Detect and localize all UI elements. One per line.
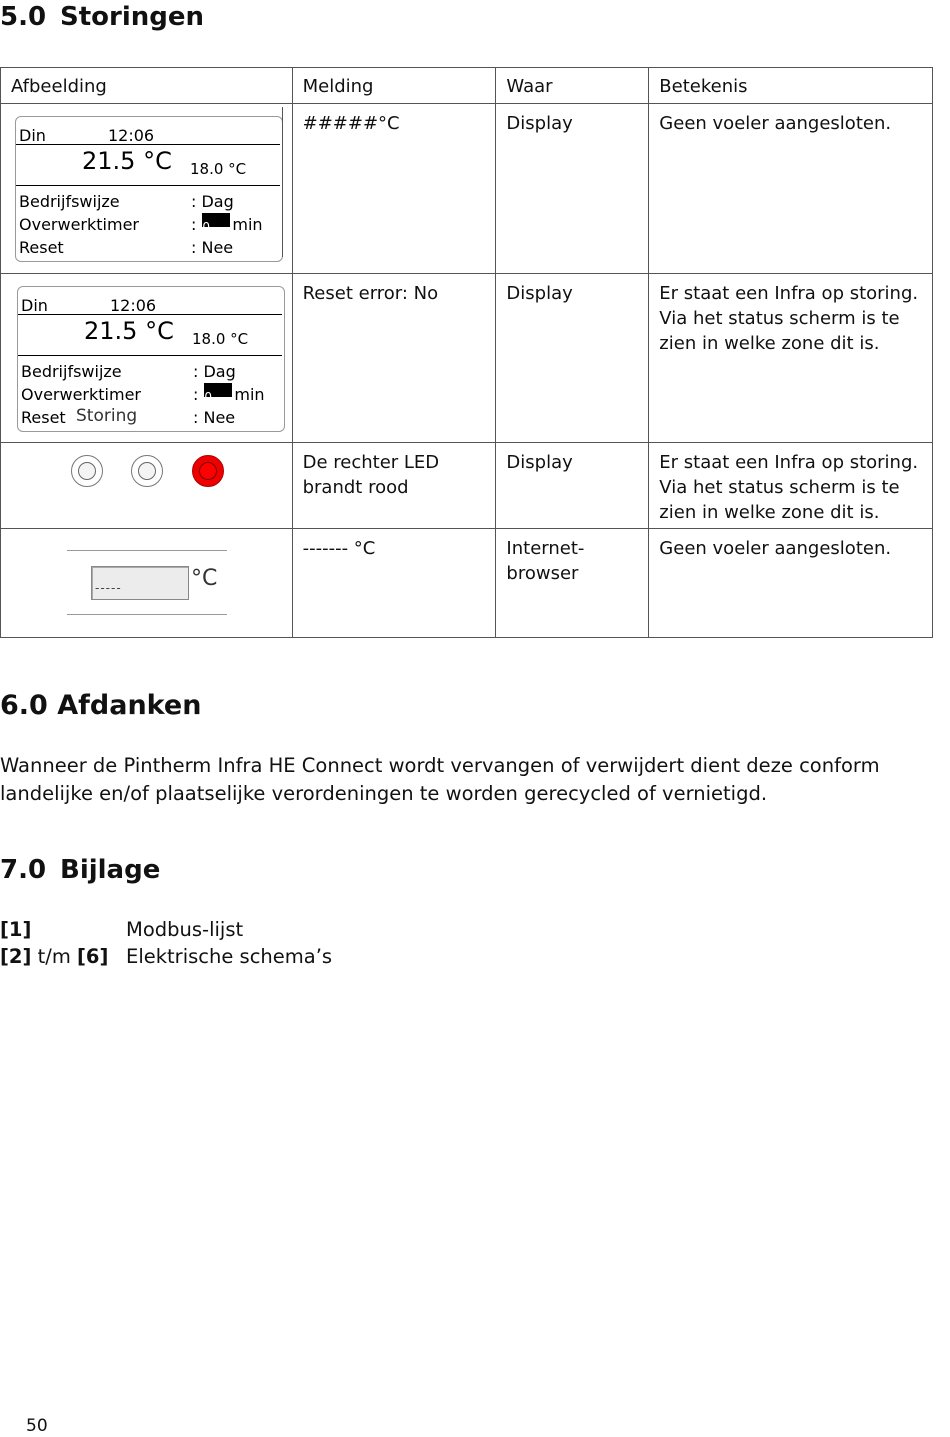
lcd-temperature: 21.5 °C — [84, 317, 174, 345]
lcd-mode-label: Bedrijfswijze — [21, 362, 122, 381]
widget-bottom-line — [67, 614, 227, 615]
waar-cell: Display — [496, 104, 649, 274]
section-6-paragraph: Wanneer de Pintherm Infra HE Connect wordt vervangen of verwijdert dient deze conform landelijke en/of plaatselijke verordeningen te worden gerecycled of vernietigd. — [0, 754, 880, 805]
lcd-display — [17, 286, 285, 432]
lcd-cursor-block — [204, 383, 232, 404]
section-7-heading — [0, 855, 160, 885]
melding-cell: #####°C — [292, 104, 496, 274]
web-image-cell — [1, 529, 293, 638]
browser-temperature-widget — [67, 550, 227, 616]
lcd-timer-number: 0 — [202, 220, 211, 234]
widget-top-line — [67, 550, 227, 551]
section-title: Afdanken — [57, 690, 202, 721]
appendix-item — [0, 918, 244, 941]
temperature-field: ----- — [91, 566, 189, 600]
table-row — [1, 443, 933, 529]
section-number: 6.0 — [0, 690, 48, 721]
table-row — [1, 529, 933, 638]
lcd-setpoint: 18.0 °C — [192, 330, 249, 348]
waar-cell: Display — [496, 274, 649, 443]
lcd-divider — [16, 185, 280, 186]
lcd-day: Din — [21, 296, 48, 315]
appendix-description: Modbus-lijst — [126, 918, 244, 941]
section-number: 7.0 — [0, 855, 47, 885]
lcd-day: Din — [19, 126, 46, 145]
lcd-timer-unit: min — [234, 385, 265, 404]
lcd-timer-prefix: : — [191, 215, 197, 234]
lcd-timer-unit: min — [232, 215, 263, 234]
betekenis-cell: Er staat een Infra op storing. Via het status scherm is te zien in welke zone dit is. — [649, 274, 933, 443]
table-row — [1, 274, 933, 443]
lcd-time: 12:06 — [110, 296, 157, 315]
section-title: Bijlage — [60, 855, 161, 885]
appendix-description: Elektrische schema’s — [126, 945, 333, 968]
table-row — [1, 104, 933, 274]
header-betekenis: Betekenis — [649, 68, 933, 104]
lcd-time: 12:06 — [108, 126, 155, 145]
section-number: 5.0 — [0, 2, 47, 32]
betekenis-cell: Er staat een Infra op storing. Via het status scherm is te zien in welke zone dit is. — [649, 443, 933, 529]
led-middle-icon — [131, 455, 163, 487]
appendix-tag-start: [2] — [0, 945, 32, 968]
lcd-timer-value — [191, 212, 263, 237]
lcd-storing-text: Storing — [76, 406, 138, 426]
lcd-timer-number: 0 — [204, 390, 213, 404]
led-image-cell — [1, 443, 293, 529]
appendix-tag: [1] — [0, 918, 32, 941]
fault-table — [0, 67, 933, 638]
lcd-cursor-block — [202, 213, 230, 234]
led-right-red-icon — [192, 455, 224, 487]
appendix-tag-mid: t/m — [31, 945, 78, 968]
lcd-timer-label: Overwerktimer — [21, 385, 141, 404]
lcd-timer-value — [193, 382, 265, 407]
lcd-edge — [282, 107, 283, 257]
lcd-timer-prefix: : — [193, 385, 199, 404]
lcd-display — [15, 116, 283, 262]
led-left-icon — [71, 455, 103, 487]
lcd-reset-label: Reset — [21, 408, 66, 427]
lcd-divider — [16, 144, 280, 145]
section-5-heading — [0, 2, 204, 32]
lcd-image-cell — [1, 104, 293, 274]
temperature-unit: °C — [191, 566, 218, 591]
lcd-divider — [18, 314, 282, 315]
lcd-mode-value: : Dag — [191, 192, 234, 211]
appendix-tag-end: [6] — [77, 945, 109, 968]
header-afbeelding: Afbeelding — [1, 68, 293, 104]
betekenis-cell: Geen voeler aangesloten. — [649, 529, 933, 638]
lcd-temperature: 21.5 °C — [82, 147, 172, 175]
melding-cell: ------- °C — [292, 529, 496, 638]
header-waar: Waar — [496, 68, 649, 104]
lcd-reset-value: : Nee — [191, 238, 234, 257]
lcd-setpoint: 18.0 °C — [190, 160, 247, 178]
lcd-mode-value: : Dag — [193, 362, 236, 381]
section-6-heading — [0, 690, 201, 721]
melding-cell: De rechter LED brandt rood — [292, 443, 496, 529]
header-melding: Melding — [292, 68, 496, 104]
lcd-mode-label: Bedrijfswijze — [19, 192, 120, 211]
led-indicators — [69, 455, 229, 491]
waar-cell: Internet-browser — [496, 529, 649, 638]
lcd-divider — [18, 355, 282, 356]
appendix-item — [0, 945, 333, 968]
section-title: Storingen — [60, 2, 205, 32]
lcd-image-cell — [1, 274, 293, 443]
lcd-reset-value: : Nee — [193, 408, 236, 427]
lcd-reset-label: Reset — [19, 238, 64, 257]
waar-cell: Display — [496, 443, 649, 529]
table-header-row — [1, 68, 933, 104]
page-number: 50 — [26, 1416, 48, 1436]
betekenis-cell: Geen voeler aangesloten. — [649, 104, 933, 274]
melding-cell: Reset error: No — [292, 274, 496, 443]
lcd-timer-label: Overwerktimer — [19, 215, 139, 234]
